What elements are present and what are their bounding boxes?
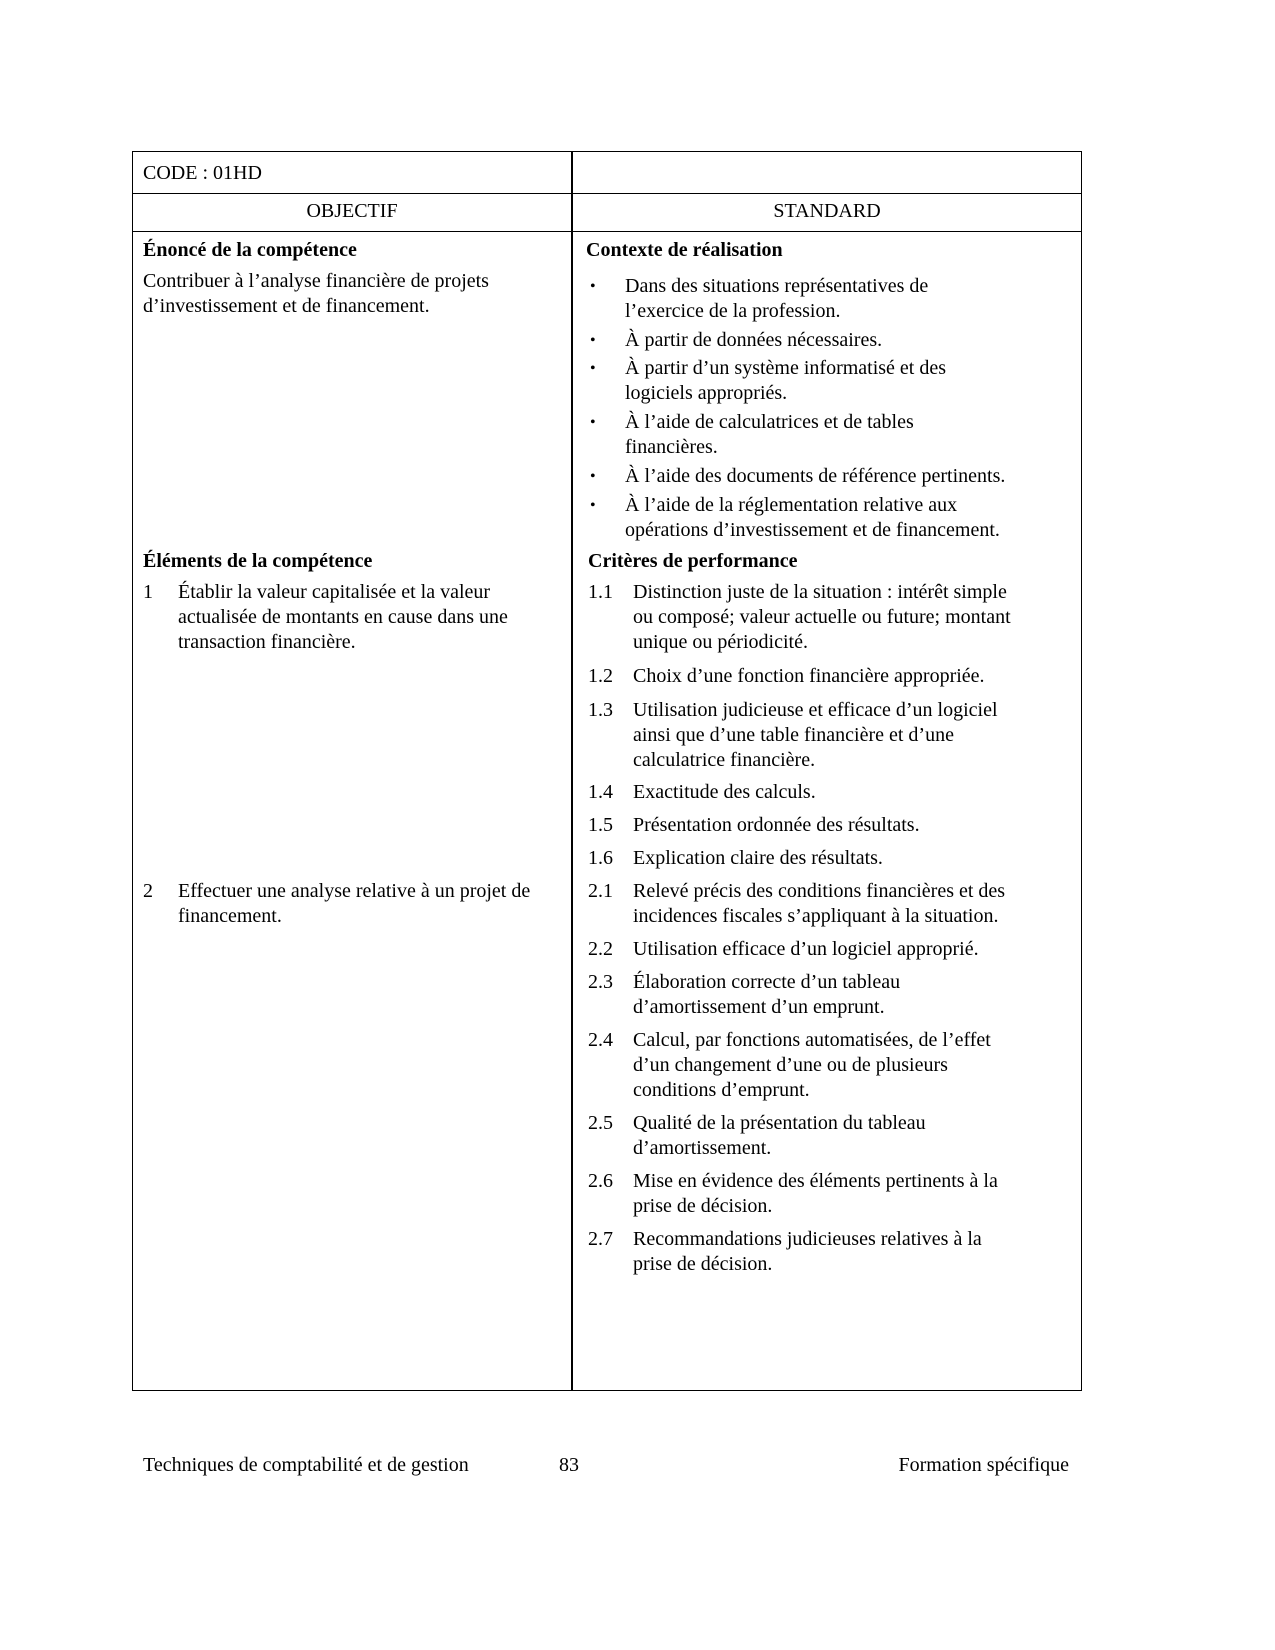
critere-item <box>588 1227 982 1277</box>
critere-line: Recommandations judicieuses relatives à la <box>633 1228 982 1250</box>
element-line: transaction financière. <box>178 631 356 653</box>
critere-item <box>588 937 979 962</box>
elements-title: Éléments de la compétence <box>143 550 373 572</box>
contexte-line: Dans des situations représentatives de <box>625 275 929 297</box>
contexte-line: logiciels appropriés. <box>625 382 788 404</box>
enonce-line: d’investissement et de financement. <box>143 295 430 317</box>
critere-line: Calcul, par fonctions automatisées, de l’effet <box>633 1029 991 1051</box>
critere-number: 2.5 <box>588 1112 613 1134</box>
critere-item <box>588 1169 998 1219</box>
contexte-item <box>590 493 1000 543</box>
footer-section: Formation spécifique <box>898 1454 1069 1476</box>
element-line: Effectuer une analyse relative à un projet de <box>178 880 531 902</box>
table-border-top <box>132 151 1082 152</box>
critere-number: 1.2 <box>588 665 613 687</box>
critere-item <box>588 1111 926 1161</box>
critere-line: Relevé précis des conditions financières et des <box>633 880 1006 902</box>
footer-program: Techniques de comptabilité et de gestion <box>143 1454 469 1476</box>
critere-line: incidences fiscales s’appliquant à la situation. <box>633 905 999 927</box>
critere-line: Mise en évidence des éléments pertinents à la <box>633 1170 998 1192</box>
critere-line: d’amortissement d’un emprunt. <box>633 996 885 1018</box>
table-border-bottom <box>132 1390 1082 1391</box>
critere-line: Exactitude des calculs. <box>633 781 816 803</box>
contexte-line: À partir d’un système informatisé et des <box>625 357 947 379</box>
contexte-line: À l’aide de calculatrices et de tables <box>625 411 914 433</box>
contexte-line: À partir de données nécessaires. <box>625 329 883 351</box>
critere-line: Utilisation efficace d’un logiciel approprié. <box>633 938 979 960</box>
critere-number: 2.1 <box>588 880 613 902</box>
bullet-icon: • <box>590 278 596 295</box>
bullet-icon: • <box>590 360 596 377</box>
critere-line: unique ou périodicité. <box>633 631 808 653</box>
critere-item <box>588 780 816 805</box>
critere-number: 1.3 <box>588 699 613 721</box>
critere-line: Explication claire des résultats. <box>633 847 883 869</box>
element-item <box>143 879 530 929</box>
element-line: actualisée de montants en cause dans une <box>178 606 508 628</box>
contexte-line: opérations d’investissement et de financement. <box>625 519 1000 541</box>
critere-item <box>588 970 900 1020</box>
table-column-divider <box>571 151 573 1391</box>
critere-line: prise de décision. <box>633 1253 773 1275</box>
table-border-left <box>132 151 133 1391</box>
page-number: 83 <box>559 1454 579 1476</box>
enonce-title: Énoncé de la compétence <box>143 239 357 261</box>
contexte-title: Contexte de réalisation <box>586 239 783 261</box>
critere-number: 1.4 <box>588 781 613 803</box>
critere-item <box>588 1028 991 1103</box>
critere-number: 2.4 <box>588 1029 613 1051</box>
critere-line: Utilisation judicieuse et efficace d’un logiciel <box>633 699 998 721</box>
criteres-title: Critères de performance <box>588 550 798 572</box>
critere-line: Choix d’une fonction financière appropriée. <box>633 665 985 687</box>
critere-item <box>588 580 1011 655</box>
critere-line: calculatrice financière. <box>633 749 816 771</box>
bullet-icon: • <box>590 468 596 485</box>
critere-line: ou composé; valeur actuelle ou future; montant <box>633 606 1011 628</box>
element-item <box>143 580 508 655</box>
critere-line: ainsi que d’une table financière et d’une <box>633 724 954 746</box>
critere-line: Distinction juste de la situation : intérêt simple <box>633 581 1007 603</box>
contexte-line: À l’aide de la réglementation relative aux <box>625 494 958 516</box>
critere-line: Élaboration correcte d’un tableau <box>633 971 901 993</box>
enonce-line: Contribuer à l’analyse financière de projets <box>143 270 489 292</box>
element-number: 1 <box>143 581 153 603</box>
critere-item <box>588 846 883 871</box>
element-line: Établir la valeur capitalisée et la valeur <box>178 581 491 603</box>
table-border-right <box>1081 151 1082 1391</box>
critere-line: d’un changement d’une ou de plusieurs <box>633 1054 948 1076</box>
contexte-line: financières. <box>625 436 718 458</box>
critere-item <box>588 879 1005 929</box>
critere-item <box>588 664 985 689</box>
critere-line: Présentation ordonnée des résultats. <box>633 814 920 836</box>
critere-item <box>588 813 920 838</box>
critere-number: 2.6 <box>588 1170 613 1192</box>
standard-header: STANDARD <box>773 200 881 222</box>
objectif-header: OBJECTIF <box>306 200 398 222</box>
contexte-item <box>590 410 914 460</box>
bullet-icon: • <box>590 414 596 431</box>
contexte-line: l’exercice de la profession. <box>625 300 841 322</box>
bullet-icon: • <box>590 497 596 514</box>
bullet-icon: • <box>590 332 596 349</box>
table-divider-row1 <box>132 193 1082 194</box>
code-label: CODE : 01HD <box>143 162 262 184</box>
element-number: 2 <box>143 880 153 902</box>
critere-number: 1.1 <box>588 581 613 603</box>
critere-line: prise de décision. <box>633 1195 773 1217</box>
table-divider-row2 <box>132 231 1082 232</box>
critere-number: 2.3 <box>588 971 613 993</box>
contexte-line: À l’aide des documents de référence pertinents. <box>625 465 1006 487</box>
critere-line: Qualité de la présentation du tableau <box>633 1112 926 1134</box>
critere-line: d’amortissement. <box>633 1137 772 1159</box>
critere-number: 1.5 <box>588 814 613 836</box>
contexte-item <box>590 356 946 406</box>
contexte-item <box>590 464 1005 489</box>
element-line: financement. <box>178 905 282 927</box>
critere-number: 2.2 <box>588 938 613 960</box>
critere-item <box>588 698 998 773</box>
contexte-item <box>590 328 882 353</box>
critere-number: 1.6 <box>588 847 613 869</box>
critere-number: 2.7 <box>588 1228 613 1250</box>
enonce-text <box>143 269 489 319</box>
contexte-item <box>590 274 928 324</box>
critere-line: conditions d’emprunt. <box>633 1079 810 1101</box>
